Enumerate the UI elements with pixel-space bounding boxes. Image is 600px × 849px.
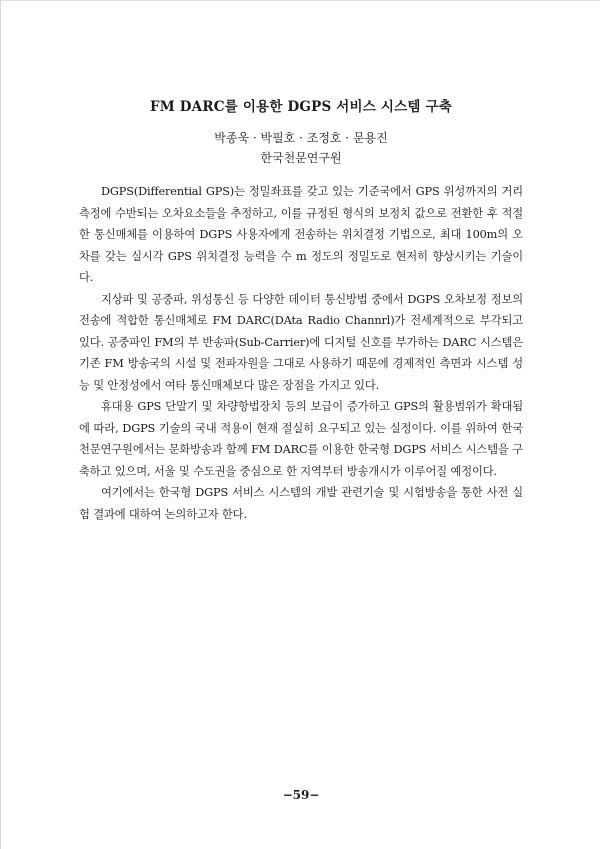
paragraph-4: 여기에서는 한국형 DGPS 서비스 시스템의 개발 관련기술 및 시험방송을 통한 사전 실험 결과에 대하여 논의하고자 한다.: [79, 486, 523, 521]
paragraph-2: 지상파 및 공중파, 위성통신 등 다양한 데이터 통신방법 중에서 DGPS 오차보정 정보의 전송에 적합한 통신매체로 FM DARC(DAta Radio Channrl)가 전세계적으로 부각되고 있다. 공중파인 FM의 부 반송파(Sub-Carrier)에 디지털 신호를 부가하는 DARC 시스템은 기존 FM 방송국의 시설 및 전파자원을 그대로 사용하기 때문에 경제적인 측면과 시스템 성능 및 안정성에서 여타 통신매체보다 많은 장점을 가지고 있다.: [79, 292, 523, 392]
paragraph-1: DGPS(Differential GPS)는 정밀좌표를 갖고 있는 기준국에서 GPS 위성까지의 거리측정에 수반되는 오차요소들을 추정하고, 이를 규정된 형식의 보정치 값으로 전환한 후 적절한 통신매체를 이용하여 DGPS 사용자에게 전송하는 위치결정 기법으로, 최대 100m의 오차를 갖는 실시각 GPS 위치결정 능력을 수 m 정도의 정밀도로 현저히 향상시키는 기술이다.: [79, 185, 523, 284]
author-list: 박종욱 · 박필호 · 조정호 · 문용진: [214, 131, 388, 145]
paper-title: FM DARC를 이용한 DGPS 서비스 시스템 구축: [149, 99, 453, 115]
paragraph-3: 휴대용 GPS 단말기 및 차량항법장치 등의 보급이 증가하고 GPS의 활용범위가 확대됨에 따라, DGPS 기술의 국내 적용이 현재 절실히 요구되고 있는 실정이다. 이를 위하여 한국천문연구원에서는 문화방송과 함께 FM DARC를 이용한 한국형 DGPS 서비스 시스템을 구축하고 있으며, 서울 및 수도권을 중심으로 한 지역부터 방송개시가 이루어질 예정이다.: [79, 400, 523, 478]
abstract-body: [79, 181, 523, 525]
author-affiliation: 한국천문연구원: [260, 151, 342, 165]
page-number: −59−: [282, 788, 320, 802]
